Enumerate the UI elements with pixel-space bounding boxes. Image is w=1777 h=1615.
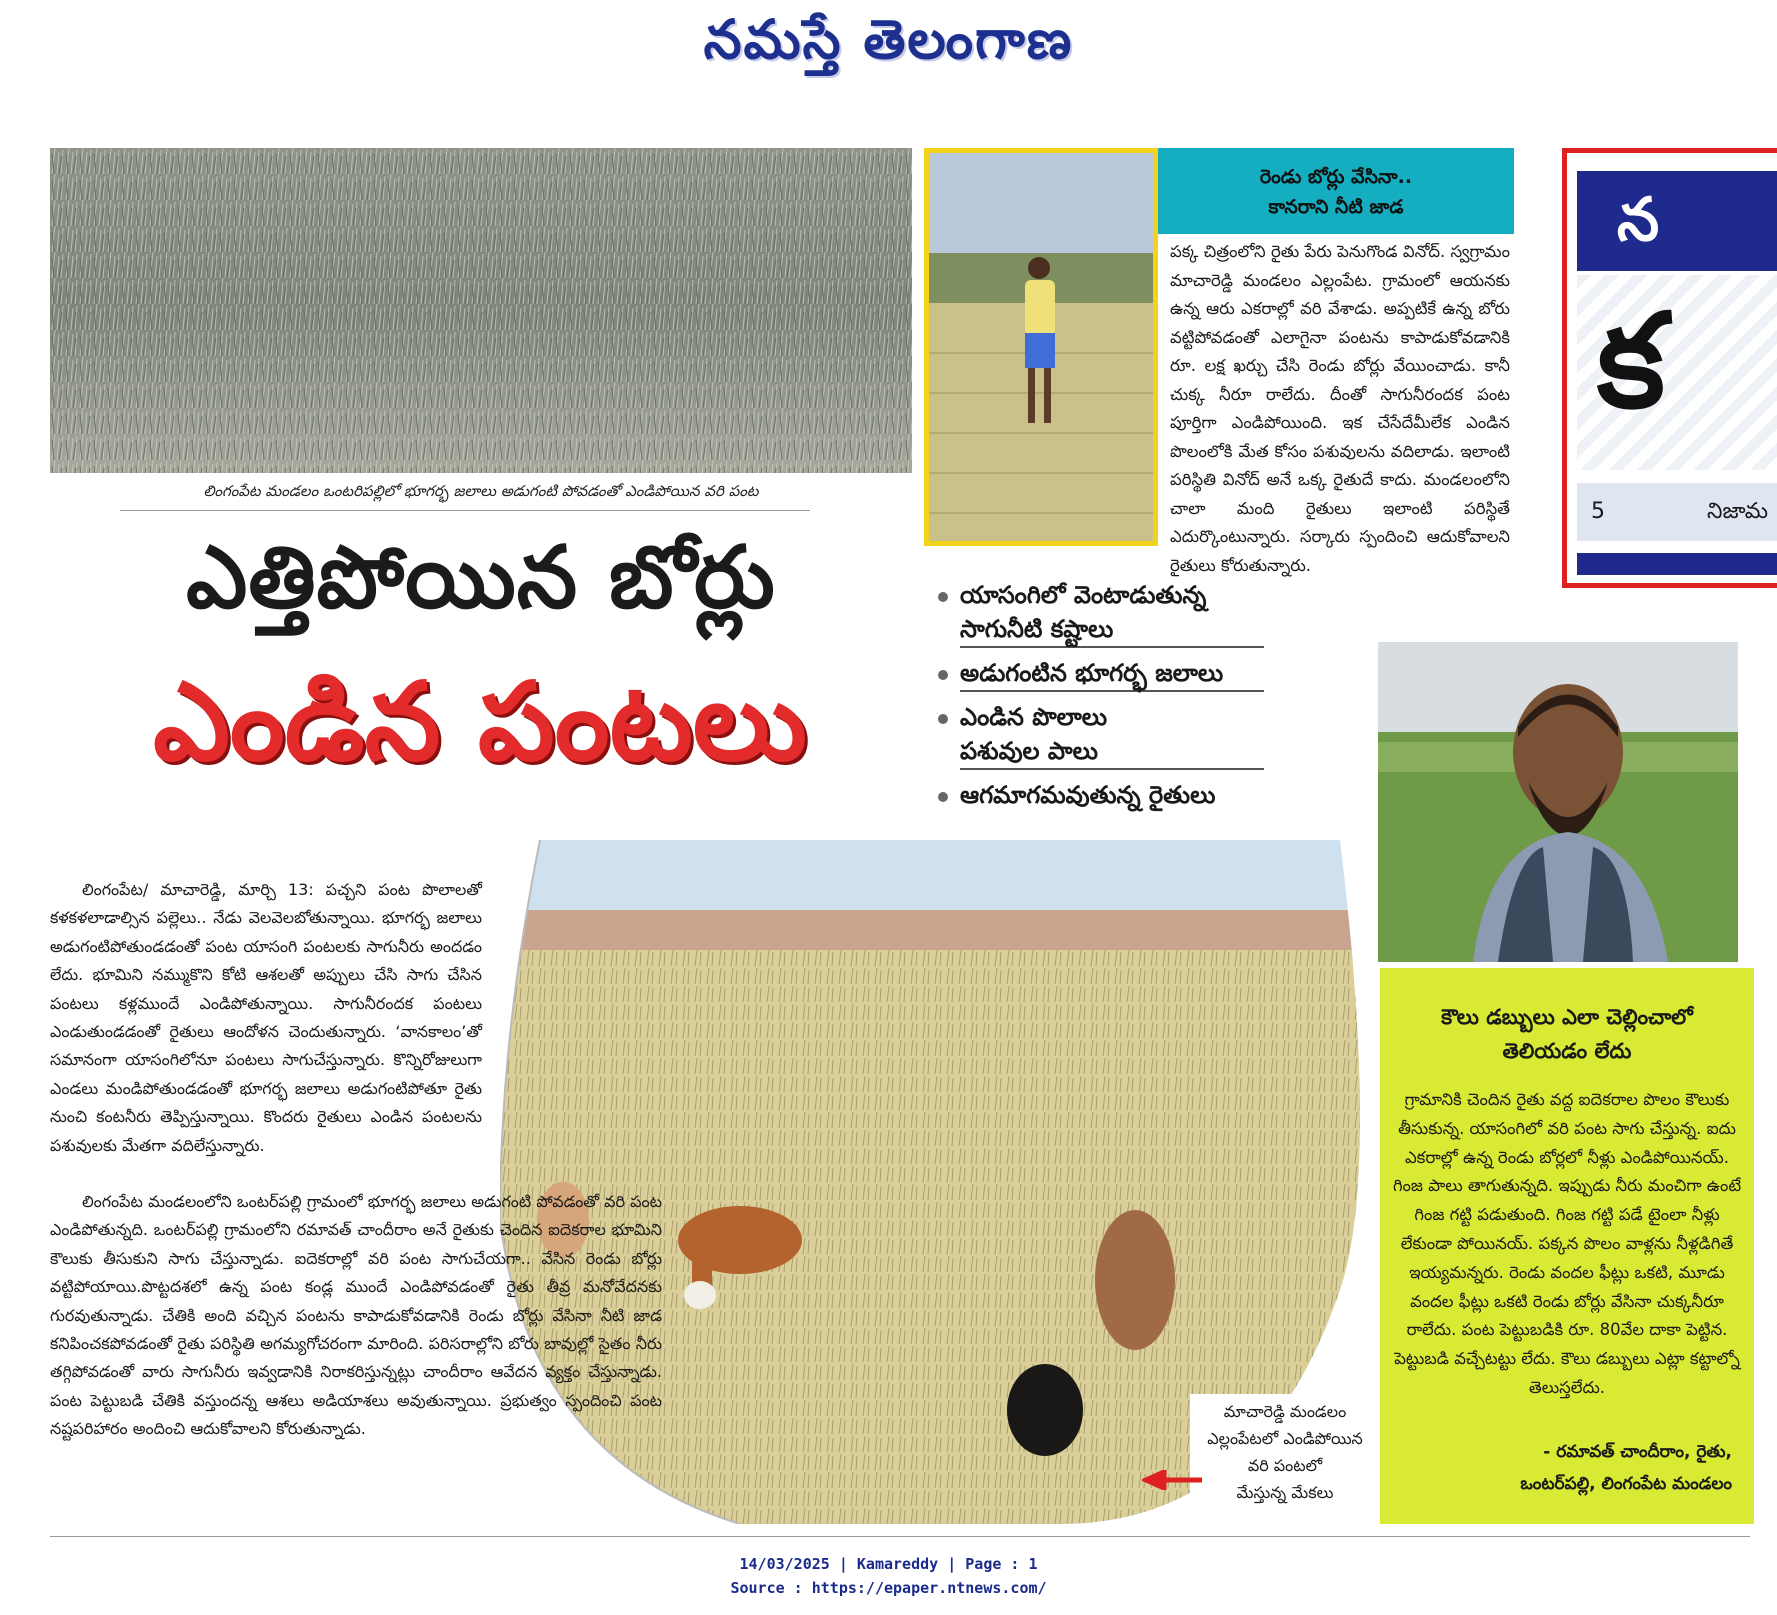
- quote-heading: [1392, 1000, 1742, 1068]
- farmer-vinod-photo: [924, 148, 1158, 546]
- farmer-portrait-image: [1378, 642, 1738, 962]
- caption-arrow-icon: [1142, 1470, 1202, 1490]
- ad-big-letter-top: న: [1617, 185, 1660, 255]
- caption-rule: [120, 510, 810, 511]
- footer-date-line: 14/03/2025 | Kamareddy | Page : 1: [739, 1555, 1038, 1573]
- ad-body: [1577, 275, 1777, 470]
- main-story-para1: లింగంపేట/ మాచారెడ్డి, మార్చి 13: పచ్చని పంట పొలాలతో కళకళలాడాల్సిన పల్లెలు.. నేడు వెలవెలబోతున్నాయి. భూగర్భ జలాలు అడుగంటిపోతుండడంతో పంట యాసంగి పంటలకు సాగునీరు అందడం లేదు. భూమిని నమ్ముకొని కోటి ఆశలతో అప్పులు చేసి సాగు చేసిన పంటలు కళ్లముందే ఎండిపోతున్నాయి. సాగునీరందక పంటలు ఎండుతుండడంతో రైతులు ఆందోళన చెందుతున్నారు. ‘వానకాలం’తో సమానంగా యాసంగిలోనూ పంటలు సాగుచేస్తున్నారు. కొన్నిరోజులుగా ఎండలు మండిపోతుండడంతో భూగర్భ జలాలు అడుగంటిపోతూ రైతు నుంచి కంటనీరు తెప్పిస్తున్నాయి. కొందరు రైతులు ఎండిన పంటలను పశువులకు మేతగా వదిలేస్తున్నారు.: [50, 880, 482, 1155]
- masthead-title: నమస్తే తెలంగాణ: [703, 8, 1074, 71]
- top-field-photo: [50, 148, 912, 473]
- bullet-2-line1: అడుగంటిన భూగర్భ జలాలు: [960, 656, 1264, 692]
- ad-big-letter-mid: క: [1597, 285, 1665, 437]
- goat-caption-line1: మాచారెడ్డి మండలం: [1223, 1402, 1347, 1421]
- bullet-4-line1: ఆగమాగమవుతున్న రైతులు: [960, 781, 1216, 809]
- side-story-text: పక్క చిత్రంలోని రైతు పేరు పెనుగొండ వినోద్. స్వగ్రామం మాచారెడ్డి మండలం ఎల్లంపేట. గ్రామంలో ఆయనకు ఉన్న ఆరు ఎకరాల్లో వరి వేశాడు. అప్పటికే ఉన్న బోరు వట్టిపోవడంతో ఎలాగైనా పంటను కాపాడుకోవడానికి రూ. లక్ష ఖర్చు చేసి రెండు బోర్లు వేయించాడు. కానీ చుక్క నీరూ రాలేదు. దీంతో సాగునీరందక పంట పూర్తిగా ఎండిపోయింది. ఇక చేసేదేమీలేక ఎండిన పొలంలోకి మేత కోసం పశువులను వదిలాడు. ఇలాంటి పరిస్థితి వినోద్ అనే ఒక్క రైతుదే కాదు. మండలంలోని చాలా మంది రైతులు ఇలాంటి పరిస్థితే ఎదుర్కొంటున్నారు. సర్కారు స్పందించి ఆదుకోవాలని రైతులు కోరుతున్నారు.: [1170, 242, 1510, 575]
- quote-heading-line1: కౌలు డబ్బులు ఎలా చెల్లించాలో: [1441, 1005, 1693, 1029]
- bullet-item-2: [934, 656, 1264, 692]
- goat-photo-caption: [1190, 1394, 1380, 1506]
- headline-line2: ఎండిన పంటలు: [153, 660, 807, 785]
- quote-sig-line2: ఒంటర్‌పల్లి, లింగంపేట మండలం: [1520, 1474, 1732, 1494]
- bullet-item-1: [934, 578, 1264, 648]
- footer: [0, 1552, 1777, 1600]
- bullet-3-line2: పశువుల పాలు: [960, 734, 1264, 770]
- quote-signature: [1392, 1436, 1732, 1500]
- bullet-item-4: [934, 778, 1264, 812]
- main-story-para2: లింగంపేట మండలంలోని ఒంటర్‌పల్లి గ్రామంలో భూగర్భ జలాలు అడుగంటి పోవడంతో వరి పంట ఎండిపోతున్నది. ఒంటర్‌పల్లి గ్రామంలోని రమావత్ చాందీరాం అనే రైతుకు చెందిన ఐదెకరాల భూమిని కౌలుకు తీసుకుని సాగు చేస్తున్నాడు. ఐదెకరాల్లో వరి పంట సాగుచేయగా.. వేసిన రెండు బోర్లు వట్టిపోయాయి.పొట్టదశలో ఉన్న పంట కండ్ల ముందే ఎండిపోవడంతో రైతు తీవ్ర మనోవేదనకు గురవుతున్నాడు. చేతికి అంది వచ్చిన పంటను కాపాడుకోవడానికి రెండు బోర్లు వేసినా నీటి జాడ కనిపించకపోవడంతో రైతు పరిస్థితి అగమ్యగోచరంగా మారింది. పరిసరాల్లోని బోరు బావుల్లో సైతం నీరు తగ్గిపోవడంతో వారు సాగునీరు ఇవ్వడానికి నిరాకరిస్తున్నట్లు చాందీరాం ఆవేదన వ్యక్తం చేస్తున్నాడు. పంట పెట్టుబడి చేతికి వస్తుందన్న ఆశలు అడియాశలు అవుతున్నాయి. ప్రభుత్వం స్పందించి పంట నష్టపరిహారం అందించి ఆదుకోవాలని కోరుతున్నాడు.: [50, 1192, 662, 1439]
- quote-heading-line2: తెలియడం లేదు: [1502, 1039, 1632, 1063]
- bullet-3-line1: ఎండిన పొలాలు: [960, 703, 1108, 731]
- bullet-1-line1: యాసంగిలో వెంటాడుతున్న: [960, 581, 1207, 609]
- farmer-chandiram-photo: [1378, 642, 1738, 962]
- bullet-1-line2: సాగునీటి కష్టాలు: [960, 612, 1264, 648]
- quote-sig-line1: - రమావత్ చాందీరాం, రైతు,: [1543, 1442, 1732, 1462]
- goat-caption-line2: ఎల్లంపేటలో ఎండిపోయిన: [1207, 1429, 1363, 1448]
- side-heading-line2: కానరాని నీటి జాడ: [1268, 196, 1404, 218]
- ad-strip: [1577, 483, 1777, 541]
- main-story-text-2: [50, 1188, 662, 1444]
- ad-strip-number: 5: [1591, 499, 1605, 524]
- footer-rule: [50, 1536, 1750, 1537]
- quote-text: గ్రామానికి చెందిన రైతు వద్ద ఐదెకరాల పొలం కౌలుకు తీసుకున్న. యాసంగిలో వరి పంట సాగు చేస్తున్న. ఐదు ఎకరాల్లో ఉన్న రెండు బోర్లలో నీళ్లు ఎండిపోయినయ్. గింజ పాలు తాగుతున్నది. ఇప్పుడు నీరు మంచిగా ఉంటే గింజ గట్టి పడుతుంది. గింజ గట్టి పడే టైంలా నీళ్లు లేకుండా పోయినయ్. పక్కన పొలం వాళ్లను నీళ్లడిగితే ఇయ్యమన్నరు. రెండు వందల ఫీట్లు ఒకటి, మూడు వందల ఫీట్లు ఒకటి రెండు బోర్లు వేసినా చుక్కనీరూ రాలేదు. పంట పెట్టుబడికి రూ. 80వేల దాకా పెట్టిన. పెట్టుబడి వచ్చేటట్టు లేదు. కౌలు డబ్బులు ఎట్లా కట్టాల్నో తెలుస్తలేదు.: [1392, 1090, 1742, 1397]
- main-story-text: [50, 876, 482, 1160]
- top-photo-caption: లింగంపేట మండలం ఒంటరిపల్లిలో భూగర్భ జలాలు అడుగంటి పోవడంతో ఎండిపోయిన వరి పంట: [203, 482, 759, 500]
- side-heading-line1: రెండు బోర్లు వేసినా..: [1259, 166, 1413, 188]
- side-story-heading: [1158, 148, 1514, 234]
- ad-header: [1577, 171, 1777, 271]
- goat-caption-line3: వరి పంటలో: [1247, 1456, 1323, 1475]
- goat-caption-line4: మేస్తున్న మేకలు: [1236, 1483, 1334, 1502]
- masthead: [0, 0, 1777, 90]
- ad-strip-text: నిజామ: [1707, 499, 1769, 524]
- bullet-list: [934, 578, 1264, 820]
- bullet-item-3: [934, 700, 1264, 770]
- farmer-in-field-image: [929, 153, 1153, 541]
- dry-grass-image: [50, 148, 912, 473]
- headline-line1: ఎత్తిపోయిన బోర్లు: [186, 528, 776, 628]
- footer-source-link[interactable]: Source : https://epaper.ntnews.com/: [730, 1579, 1047, 1597]
- ad-box: [1562, 148, 1777, 588]
- ad-bottom-bar: [1577, 553, 1777, 575]
